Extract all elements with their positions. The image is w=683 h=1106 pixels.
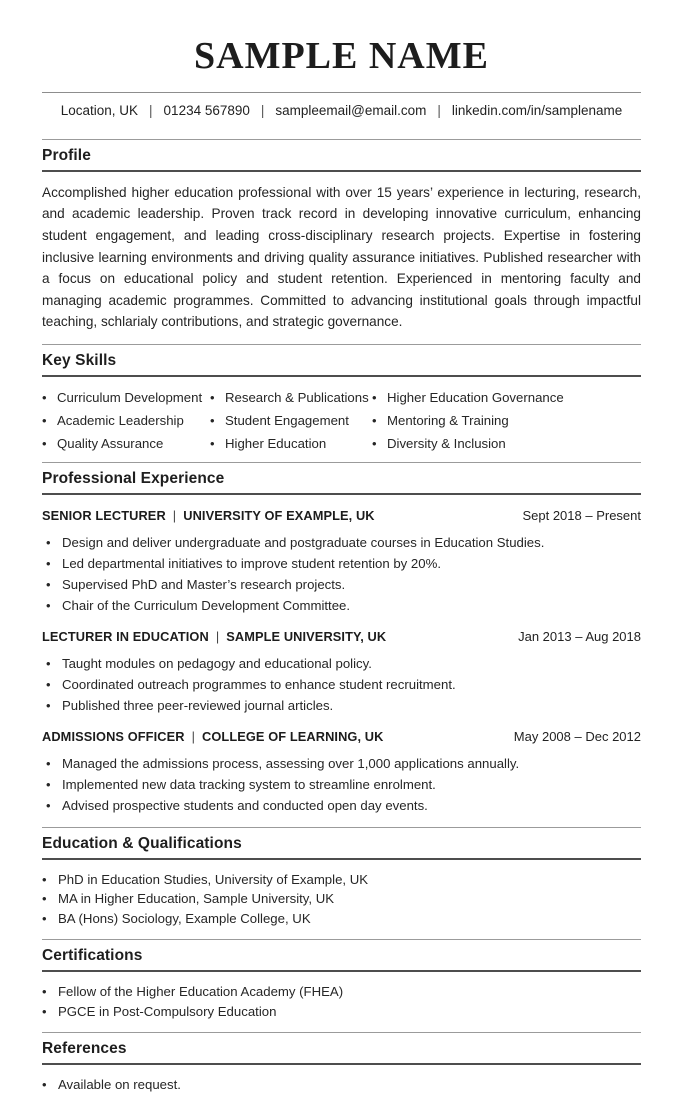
contact-item: Location, UK	[60, 102, 139, 118]
job-dates: Jan 2013 – Aug 2018	[518, 628, 641, 644]
experience-heading: Professional Experience	[42, 470, 641, 495]
bullet-text: PhD in Education Studies, University of Example, UK	[58, 871, 369, 887]
section-experience	[42, 462, 641, 827]
bullet-icon: •	[46, 597, 51, 613]
list-item	[42, 889, 641, 909]
bullet-text: Published three peer-reviewed journal articles.	[62, 697, 334, 713]
job-organisation: UNIVERSITY OF EXAMPLE, UK	[183, 507, 375, 523]
bullet-icon: •	[42, 435, 47, 451]
certifications-list	[42, 982, 641, 1021]
list-item	[42, 982, 641, 1002]
certifications-heading: Certifications	[42, 947, 641, 972]
job-separator-icon: |	[172, 507, 177, 523]
contact-item: linkedin.com/in/samplename	[451, 102, 623, 118]
job-entry	[42, 729, 641, 816]
bullet-icon: •	[210, 389, 215, 405]
bullet-text: PGCE in Post-Compulsory Education	[58, 1003, 277, 1019]
bullet-text: Managed the admissions process, assessing over 1,000 applications annually.	[62, 755, 520, 771]
bullet-text: Supervised PhD and Master’s research projects.	[62, 576, 346, 592]
list-item	[42, 909, 641, 929]
bullet-icon: •	[42, 871, 47, 887]
job-bullet-item	[46, 753, 641, 774]
job-organisation: COLLEGE OF LEARNING, UK	[202, 728, 384, 744]
job-separator-icon: |	[215, 628, 220, 644]
job-title-org	[42, 729, 383, 744]
job-bullet-item	[46, 653, 641, 674]
job-title: LECTURER IN EDUCATION	[42, 628, 209, 644]
bullet-text: Implemented new data tracking system to streamline enrolment.	[62, 776, 436, 792]
bullet-icon: •	[42, 412, 47, 428]
skill-item	[372, 413, 641, 428]
job-bullet-list	[42, 753, 641, 816]
contact-separator-icon: |	[260, 102, 265, 118]
bullet-text: Coordinated outreach programmes to enhance student recruitment.	[62, 676, 456, 692]
page-title: SAMPLE NAME	[194, 35, 489, 77]
skill-item	[42, 413, 210, 428]
skill-item	[42, 436, 210, 451]
job-entry	[42, 508, 641, 616]
bullet-icon: •	[210, 435, 215, 451]
job-bullet-item	[46, 795, 641, 816]
bullet-icon: •	[42, 891, 47, 907]
education-heading: Education & Qualifications	[42, 835, 641, 860]
job-dates: Sept 2018 – Present	[522, 507, 641, 523]
job-bullet-list	[42, 653, 641, 716]
bullet-icon: •	[42, 984, 47, 1000]
skill-label: Curriculum Development	[57, 389, 203, 405]
skill-item	[372, 436, 641, 451]
section-certifications	[42, 939, 641, 1032]
skill-item	[210, 413, 372, 428]
job-title-org	[42, 508, 375, 523]
bullet-text: Led departmental initiatives to improve student retention by 20%.	[62, 555, 441, 571]
list-item	[42, 1002, 641, 1022]
job-bullet-list	[42, 532, 641, 616]
bullet-icon: •	[46, 576, 51, 592]
skill-item	[210, 436, 372, 451]
skill-item	[42, 390, 210, 405]
job-bullet-item	[46, 553, 641, 574]
job-organisation: SAMPLE UNIVERSITY, UK	[226, 628, 387, 644]
job-bullet-item	[46, 774, 641, 795]
contact-item: sampleemail@email.com	[275, 102, 427, 118]
bullet-icon: •	[42, 910, 47, 926]
bullet-icon: •	[46, 534, 51, 550]
skill-label: Diversity & Inclusion	[387, 435, 506, 451]
bullet-icon: •	[46, 697, 51, 713]
skill-label: Student Engagement	[225, 412, 349, 428]
key-skills-heading: Key Skills	[42, 352, 641, 377]
job-bullet-item	[46, 574, 641, 595]
job-title: SENIOR LECTURER	[42, 507, 166, 523]
bullet-icon: •	[46, 655, 51, 671]
bullet-icon: •	[210, 412, 215, 428]
bullet-icon: •	[46, 676, 51, 692]
bullet-icon: •	[372, 435, 377, 451]
bullet-text: Design and deliver undergraduate and postgraduate courses in Education Studies.	[62, 534, 545, 550]
bullet-icon: •	[46, 555, 51, 571]
bullet-text: Available on request.	[58, 1077, 181, 1093]
skill-label: Higher Education	[225, 435, 327, 451]
skills-grid	[42, 390, 641, 451]
bullet-text: Fellow of the Higher Education Academy (FHEA)	[58, 984, 344, 1000]
contact-item: 01234 567890	[163, 102, 250, 118]
bullet-icon: •	[46, 755, 51, 771]
skill-label: Mentoring & Training	[387, 412, 509, 428]
bullet-text: MA in Higher Education, Sample University, UK	[58, 891, 335, 907]
jobs-container	[42, 508, 641, 816]
bullet-icon: •	[46, 797, 51, 813]
job-title-org	[42, 629, 386, 644]
bullet-text: Advised prospective students and conducted open day events.	[62, 797, 428, 813]
job-title: ADMISSIONS OFFICER	[42, 728, 185, 744]
section-education	[42, 827, 641, 940]
job-header	[42, 508, 641, 523]
section-key-skills	[42, 344, 641, 462]
references-heading: References	[42, 1040, 641, 1065]
bullet-text: Chair of the Curriculum Development Committee.	[62, 597, 351, 613]
job-header	[42, 729, 641, 744]
skill-item	[372, 390, 641, 405]
bullet-text: Taught modules on pedagogy and educational policy.	[62, 655, 372, 671]
section-references	[42, 1032, 641, 1106]
bullet-icon: •	[372, 389, 377, 405]
job-bullet-item	[46, 695, 641, 716]
contact-bar	[42, 92, 641, 139]
job-bullet-item	[46, 595, 641, 616]
profile-text: Accomplished higher education professional with over 15 years’ experience in lecturing, research, and academic leadership. Proven track record in developing innovative curriculum, enhancing student engagement, and leading cross-disciplinary research projects. Expertise in fostering inclusive learning environments and driving quality assurance initiatives. Published researcher with a focus on educational policy and student retention. Experienced in mentoring faculty and managing academic programmes. Committed to advancing institutional goals through impactful teaching, schlarialy contributions, and strategic governance.	[42, 184, 641, 330]
bullet-icon: •	[46, 776, 51, 792]
skill-label: Research & Publications	[225, 389, 369, 405]
job-entry	[42, 629, 641, 716]
list-item	[42, 870, 641, 890]
references-list	[42, 1075, 641, 1095]
profile-heading: Profile	[42, 147, 641, 172]
skill-item	[210, 390, 372, 405]
skill-label: Academic Leadership	[57, 412, 184, 428]
education-list	[42, 870, 641, 929]
skill-label: Quality Assurance	[57, 435, 164, 451]
job-bullet-item	[46, 532, 641, 553]
job-dates: May 2008 – Dec 2012	[513, 728, 641, 744]
skill-label: Higher Education Governance	[387, 389, 564, 405]
contact-separator-icon: |	[437, 102, 441, 118]
bullet-text: BA (Hons) Sociology, Example College, UK	[58, 910, 311, 926]
job-header	[42, 629, 641, 644]
contact-separator-icon: |	[149, 102, 153, 118]
bullet-icon: •	[42, 1077, 47, 1093]
list-item	[42, 1075, 641, 1095]
bullet-icon: •	[372, 412, 377, 428]
bullet-icon: •	[42, 1003, 47, 1019]
bullet-icon: •	[42, 389, 47, 405]
job-bullet-item	[46, 674, 641, 695]
section-profile	[42, 139, 641, 344]
job-separator-icon: |	[191, 728, 196, 744]
